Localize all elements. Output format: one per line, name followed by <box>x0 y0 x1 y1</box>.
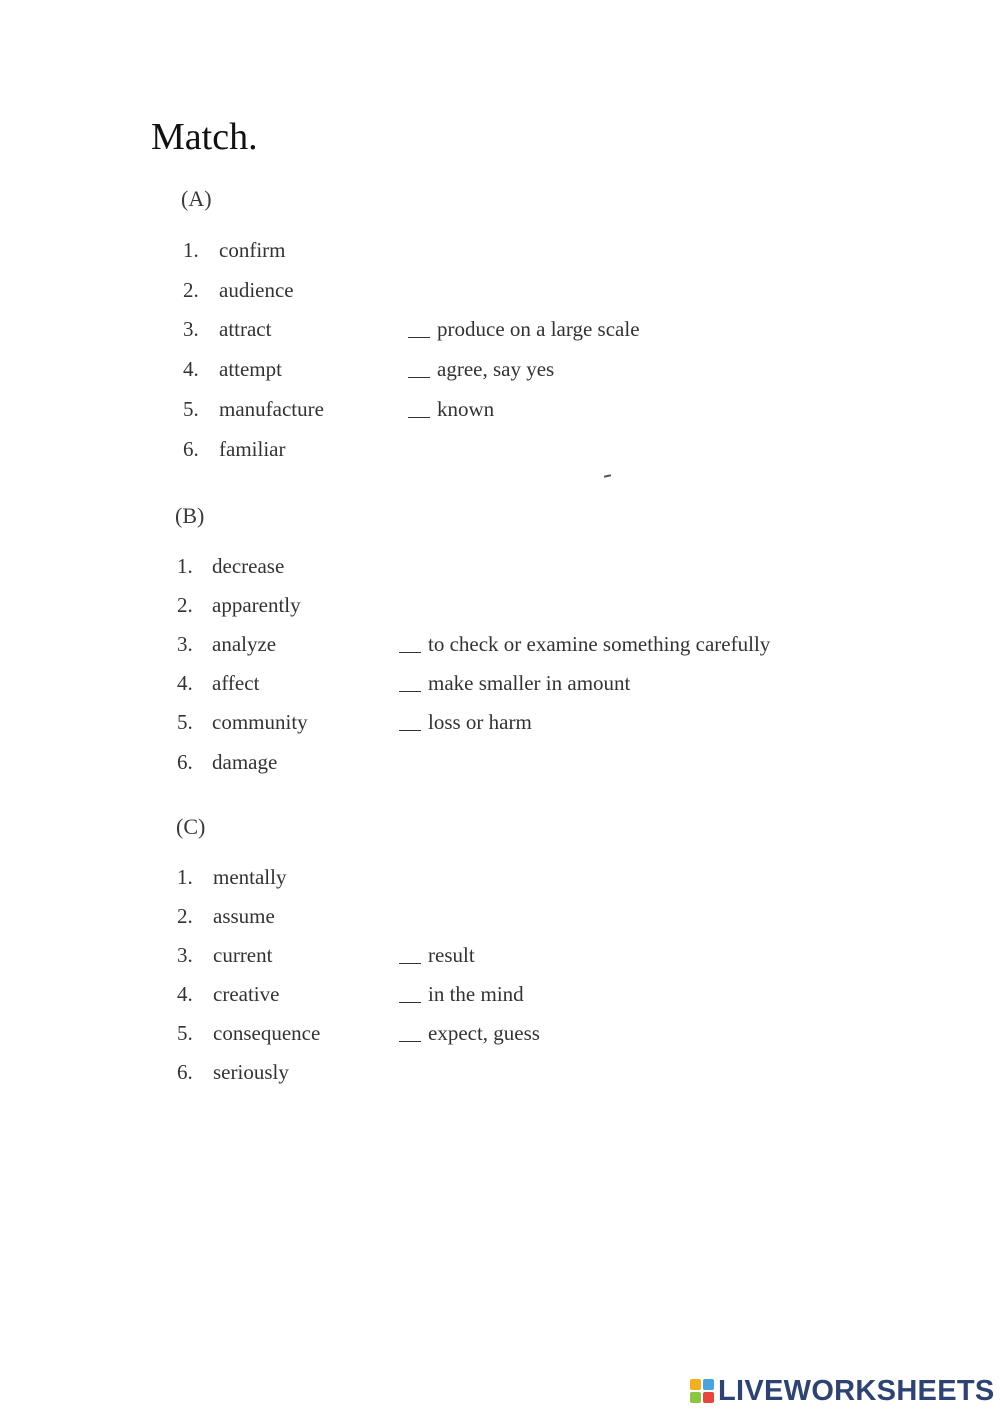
definition-item <box>399 945 475 966</box>
definition-text: loss or harm <box>428 710 532 734</box>
definition-item <box>399 673 630 694</box>
item-number: 1. <box>183 238 199 262</box>
answer-blank[interactable] <box>399 963 421 964</box>
logo-mark-icon <box>690 1379 714 1403</box>
item-word: seriously <box>213 1060 289 1084</box>
item-number: 1. <box>177 554 193 578</box>
definition-item <box>408 399 494 420</box>
answer-blank[interactable] <box>408 377 430 378</box>
definition-item <box>408 359 554 380</box>
item-number: 2. <box>177 904 193 928</box>
answer-blank[interactable] <box>399 1002 421 1003</box>
item-word: attempt <box>219 357 282 381</box>
definition-text: known <box>437 397 495 421</box>
definition-text: expect, guess <box>428 1021 540 1045</box>
answer-blank[interactable] <box>399 1041 421 1042</box>
logo-square <box>703 1392 714 1403</box>
answer-blank[interactable] <box>399 691 421 692</box>
item-word: decrease <box>212 554 285 578</box>
answer-blank[interactable] <box>408 337 430 338</box>
logo-square <box>703 1379 714 1390</box>
answer-blank[interactable] <box>399 652 421 653</box>
logo-square <box>690 1392 701 1403</box>
definition-text: make smaller in amount <box>428 671 631 695</box>
item-word: apparently <box>212 593 301 617</box>
definition-item <box>408 319 640 340</box>
definition-item <box>399 1023 540 1044</box>
section-label: (B) <box>175 503 205 528</box>
item-word: manufacture <box>219 397 324 421</box>
item-number: 2. <box>177 593 193 617</box>
item-word: assume <box>213 904 275 928</box>
answer-blank[interactable] <box>408 417 430 418</box>
item-number: 6. <box>177 1060 193 1084</box>
item-word: attract <box>219 317 272 341</box>
definition-text: produce on a large scale <box>437 317 640 341</box>
item-word: confirm <box>219 238 286 262</box>
logo-text: LIVEWORKSHEETS <box>718 1374 995 1407</box>
item-number: 3. <box>177 632 193 656</box>
item-number: 4. <box>177 671 193 695</box>
item-number: 4. <box>177 982 193 1006</box>
definition-text: in the mind <box>428 982 524 1006</box>
definition-item <box>399 712 532 733</box>
item-number: 3. <box>177 943 193 967</box>
answer-blank[interactable] <box>399 730 421 731</box>
item-word: creative <box>213 982 280 1006</box>
item-number: 5. <box>177 1021 193 1045</box>
item-number: 3. <box>183 317 199 341</box>
section-label: (C) <box>176 814 206 839</box>
item-word: damage <box>212 750 278 774</box>
section-label: (A) <box>181 186 212 211</box>
item-word: community <box>212 710 308 734</box>
item-word: analyze <box>212 632 277 656</box>
definition-text: agree, say yes <box>437 357 555 381</box>
item-number: 4. <box>183 357 199 381</box>
item-word: mentally <box>213 865 287 889</box>
definition-text: to check or examine something carefully <box>428 632 771 656</box>
definition-text: result <box>428 943 475 967</box>
item-word: consequence <box>213 1021 321 1045</box>
item-number: 2. <box>183 278 199 302</box>
definition-item <box>399 634 770 655</box>
item-word: familiar <box>219 437 286 461</box>
logo-square <box>690 1379 701 1390</box>
item-number: 1. <box>177 865 193 889</box>
page-title: Match. <box>151 116 258 158</box>
item-number: 6. <box>183 437 199 461</box>
item-number: 5. <box>183 397 199 421</box>
definition-item <box>399 984 524 1005</box>
item-number: 6. <box>177 750 193 774</box>
item-word: affect <box>212 671 260 695</box>
item-word: current <box>213 943 273 967</box>
stray-mark <box>604 474 611 477</box>
item-word: audience <box>219 278 294 302</box>
liveworksheets-logo <box>690 1374 995 1408</box>
item-number: 5. <box>177 710 193 734</box>
